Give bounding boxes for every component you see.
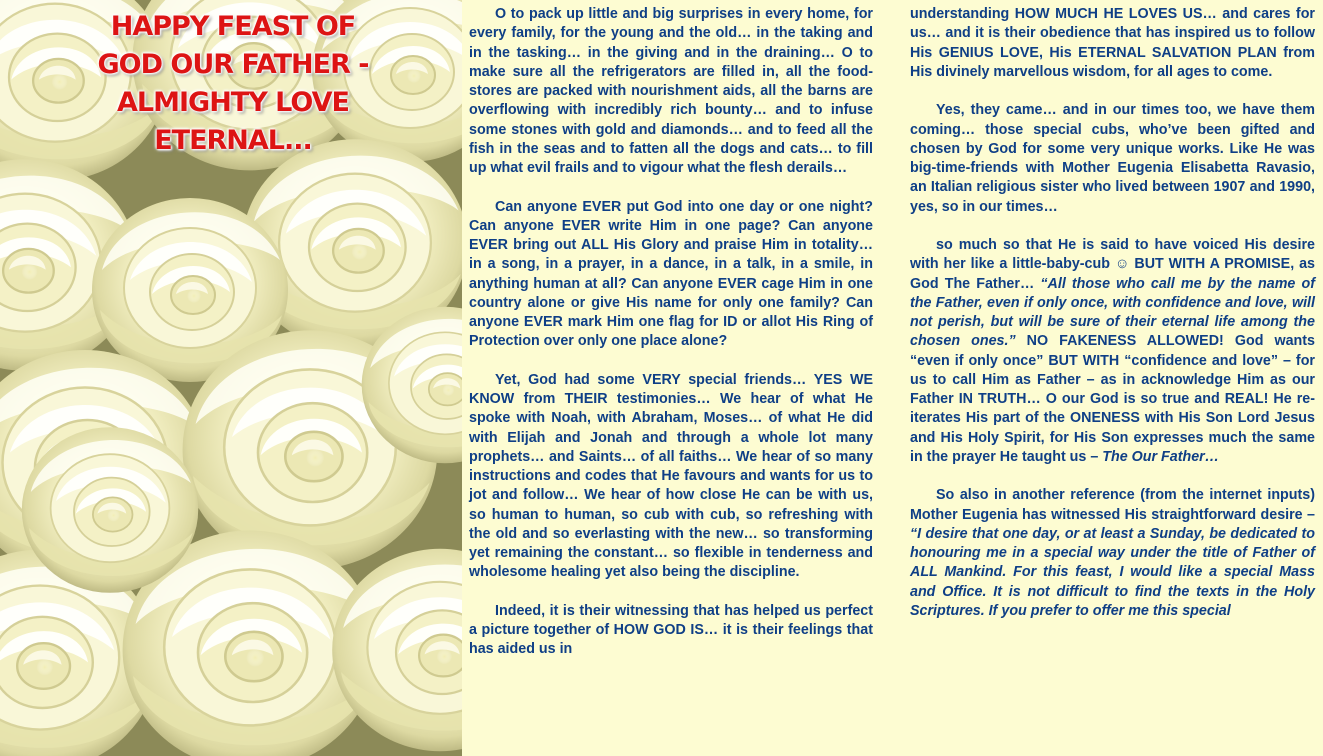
paragraph: Yes, they came… and in our times too, we have them coming… those special cubs, who’ve been gifted and chosen by God for some very unique works. Like He was big-time-friends with Mother Eugenia Elisabetta Ravasio, an Italian religious sister who lived between 1907 and 1990, yes, so in our times… xyxy=(910,102,1315,215)
desire-quote: “I desire that one day, or at least a Sunday, be dedicated to honouring me in a special way under the title of Father of ALL Mankind. For this feast, I would like a special Mass and Office. It is not difficult to find the texts in the Holy Scriptures. If you prefer to offer me this special xyxy=(910,525,1315,619)
prayer-title: The Our Father… xyxy=(1102,448,1220,465)
paragraph-text: NO FAKENESS ALLOWED! God wants “even if only once” BUT WITH “confidence and love” – for us to call Him as Father – as in acknowledge Him as our Father IN TRUTH… O our God is so true and REAL! He re-iterates His part of the ONENESS with His Son Lord Jesus and His Holy Spirit, for His Son expresses much the same in the prayer He taught us – xyxy=(910,333,1316,465)
promise-quote: “All those who call me by the name of the Father, even if only once, with confidence and love, will not perish, but will be sure of their eternal life among the chosen ones.” xyxy=(910,275,1315,350)
text-column-left xyxy=(469,5,873,679)
title-line: HAPPY FEAST OF xyxy=(110,11,356,42)
paragraph: O to pack up little and big surprises in every home, for every family, for the young and the old… in the taking and in the tasking… in the giving and in the draining… O to make sure all the refrigerators are filled in, all the food-stores are packed with nourishment aids, all the barns are overflowing with incredibly rich bounty… and to infuse some stones with gold and diamonds… and to feed all the fish in the seas and to fatten all the dogs and cats… to fill up what evil frails and to vigour what the flesh derails… xyxy=(469,6,873,176)
text-column-right xyxy=(910,5,1315,640)
title-line: ALMIGHTY LOVE xyxy=(117,87,349,118)
paragraph xyxy=(910,486,1315,621)
white-roses-image xyxy=(0,0,462,756)
paragraph: Yet, God had some VERY special friends… YES WE KNOW from THEIR testimonies… We hear of what He spoke with Noah, with Abraham, Moses… of what He did with Elijah and Jonah and through a whole lot many prophets… and Saints… of all faiths… We hear of so many instructions and codes that He favours and wants for us to jot and follow… We hear of how close He can be with us, so human to human, so cub with cub, so refreshing with the old and so everlasting with the new… so transforming yet remaining the constant… so flexible in tenderness and wholesome healing yet also being the discipline. xyxy=(469,371,873,581)
title-line: GOD OUR FATHER - xyxy=(97,49,369,80)
paragraph-text: So also in another reference (from the internet inputs) Mother Eugenia has witnessed His straightforward desire – xyxy=(910,487,1315,523)
paragraph: Indeed, it is their witnessing that has helped us perfect a picture together of HOW GOD IS… it is their feelings that has aided us in xyxy=(469,602,873,658)
paragraph: understanding HOW MUCH HE LOVES US… and cares for us… and it is their obedience that has inspired us to follow His GENIUS LOVE, His ETERNAL SALVATION PLAN from His divinely marvellous wisdom, for all ages to come. xyxy=(910,6,1315,80)
paragraph-text: so much so that He is said to have voiced His desire with her like a little-baby-cub ☺ BUT WITH A PROMISE, as God The Father… xyxy=(910,237,1315,292)
title-line: ETERNAL... xyxy=(154,125,312,156)
paragraph: Can anyone EVER put God into one day or one night? Can anyone EVER write Him in one page? Can anyone EVER bring out ALL His Glory and praise Him in totality… in a song, in a prayer, in a dance, in a talk, in a smile, in anything human at all? Can anyone EVER cage Him in one country alone or give His name for only one family? Can anyone EVER mark Him one flag for ID or allot His Ring of Protection over only one place alone? xyxy=(469,198,873,350)
paragraph xyxy=(910,236,1315,467)
page-title xyxy=(38,8,428,160)
